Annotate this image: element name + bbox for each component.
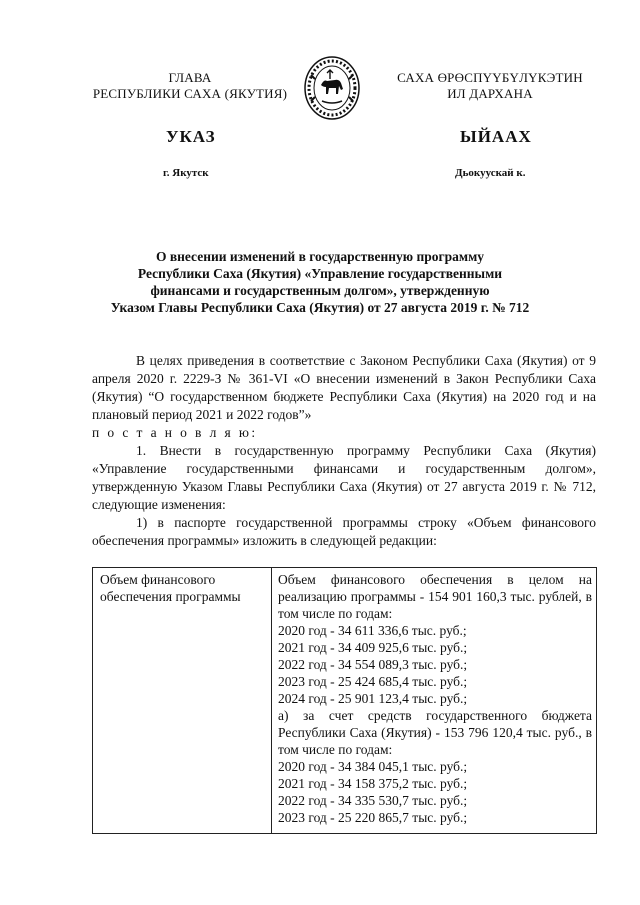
- total-year-2024: 2024 год - 25 901 123,4 тыс. руб.;: [278, 691, 468, 706]
- doc-type-ru: УКАЗ: [166, 127, 216, 146]
- header-right: [380, 70, 600, 102]
- total-year-2020: 2020 год - 34 611 336,6 тыс. руб.;: [278, 623, 467, 638]
- header-right-line1: САХА ӨРӨСПҮҮБҮЛҮКЭТИН: [397, 70, 583, 85]
- header-left: [60, 70, 320, 102]
- preamble-paragraph: В целях приведения в соответствие с Законом Республики Саха (Якутия) от 9 апреля 2020 г. 2229-З № 361-VI «О внесении изменений в Закон Республики Саха (Якутия) “О государственном бюджете Республики Саха (Якутия) на 2020 год и на плановый период 2021 и 2022 годов”»: [92, 353, 596, 422]
- title-line2: Республики Саха (Якутия) «Управление государственными: [137, 266, 503, 281]
- title-line4: Указом Главы Республики Саха (Якутия) от 27 августа 2019 г. № 712: [110, 300, 530, 315]
- decree-body: [92, 352, 596, 550]
- decree-word: п о с т а н о в л я ю:: [92, 425, 258, 440]
- header-left-line1: ГЛАВА: [168, 70, 212, 85]
- city-sakha: Дьокуускай к.: [455, 167, 526, 179]
- budget-year-2021: 2021 год - 34 158 375,2 тыс. руб.;: [278, 776, 468, 791]
- financing-table: [92, 567, 597, 834]
- budget-year-2022: 2022 год - 34 335 530,7 тыс. руб.;: [278, 793, 468, 808]
- title-line1: О внесении изменений в государственную программу: [155, 249, 485, 264]
- header-right-line2: ИЛ ДАРХАНА: [447, 86, 533, 101]
- sakha-coat-of-arms-icon: [303, 55, 361, 121]
- title-line3: финансами и государственным долгом», утвержденную: [150, 283, 490, 298]
- city-ru: г. Якутск: [163, 167, 209, 179]
- subitem-1-paragraph: 1) в паспорте государственной программы строку «Объем финансового обеспечения программы» изложить в следующей редакции:: [92, 515, 596, 548]
- table-row: [93, 568, 597, 834]
- total-year-2022: 2022 год - 34 554 089,3 тыс. руб.;: [278, 657, 468, 672]
- header-left-line2: РЕСПУБЛИКИ САХА (ЯКУТИЯ): [92, 86, 288, 101]
- section-a-intro: а) за счет средств государственного бюджета Республики Саха (Якутия) - 153 796 120,4 тыс. руб., в том числе по годам:: [278, 708, 592, 757]
- total-year-2023: 2023 год - 25 424 685,4 тыс. руб.;: [278, 674, 468, 689]
- total-year-2021: 2021 год - 34 409 925,6 тыс. руб.;: [278, 640, 468, 655]
- table-cell-content: [272, 568, 597, 834]
- budget-year-2023: 2023 год - 25 220 865,7 тыс. руб.;: [278, 810, 468, 825]
- item-1-paragraph: 1. Внести в государственную программу Республики Саха (Якутия) «Управление государственными финансами и государственным долгом», утвержденную Указом Главы Республики Саха (Якутия) от 27 августа 2019 г. № 712, следующие изменения:: [92, 443, 596, 512]
- financing-intro: Объем финансового обеспечения в целом на реализацию программы - 154 901 160,3 тыс. рублей, в том числе по годам:: [278, 572, 592, 621]
- doc-type-sakha: ЫЙААХ: [460, 127, 532, 146]
- table-cell-label: Объем финансового обеспечения программы: [93, 568, 272, 834]
- decree-title: [60, 248, 580, 316]
- budget-year-2020: 2020 год - 34 384 045,1 тыс. руб.;: [278, 759, 468, 774]
